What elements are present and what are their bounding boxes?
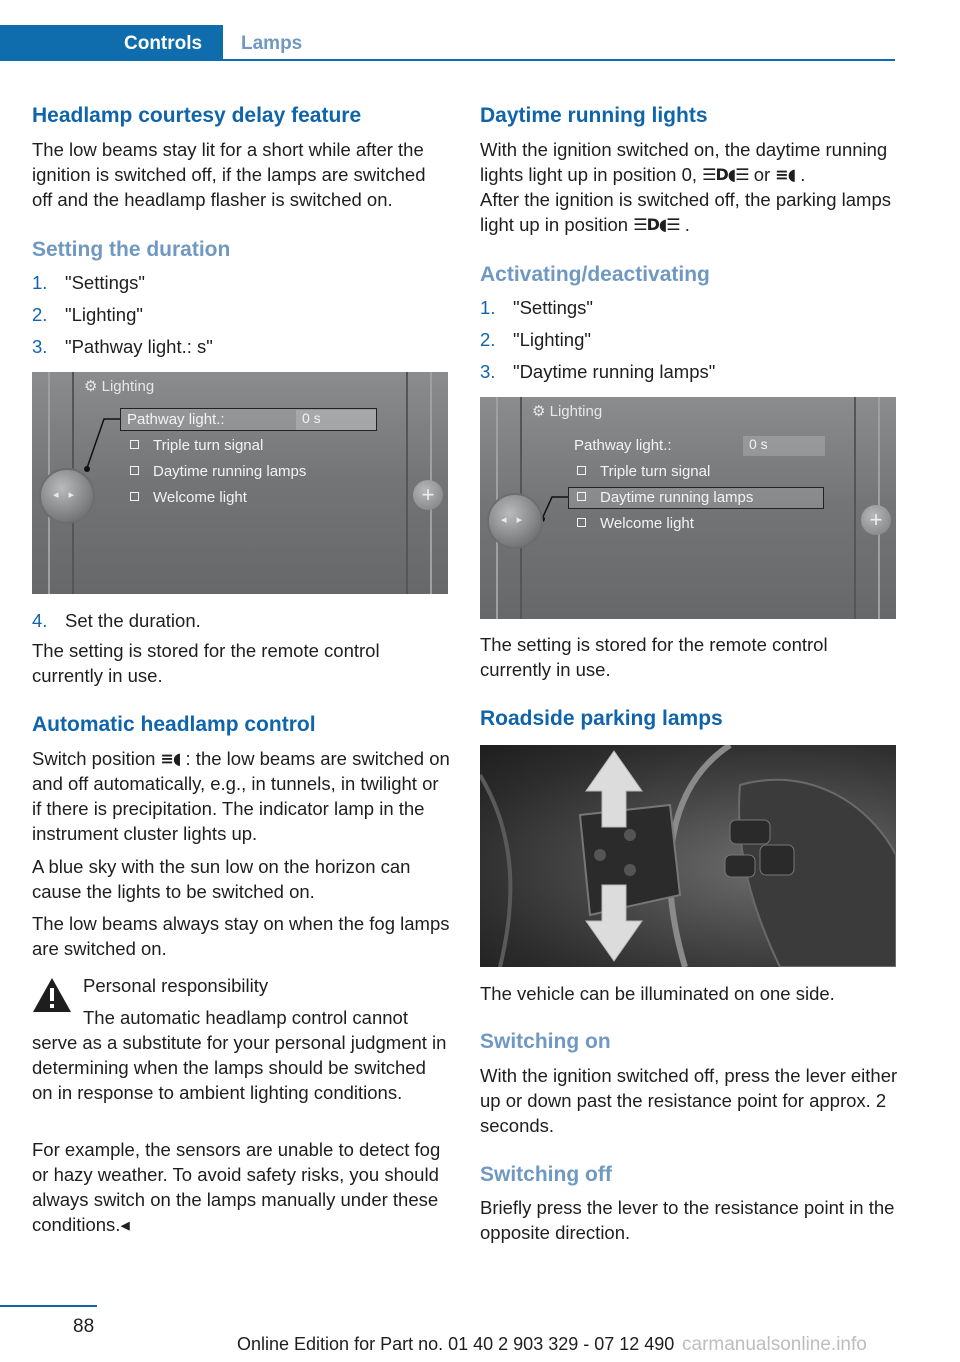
step-number: 3. xyxy=(480,361,496,382)
activate-note: The setting is stored for the remote control currently in use. xyxy=(480,634,828,680)
step-text: "Lighting" xyxy=(65,304,143,325)
option-label: Triple turn signal xyxy=(153,437,264,454)
screen-title-text: Lighting xyxy=(101,378,155,395)
drl-heading: Daytime running lights xyxy=(480,104,708,127)
gear-icon: ⚙ xyxy=(532,403,546,420)
step-number: 2. xyxy=(32,304,48,325)
idrive-screen-pathway xyxy=(32,372,448,594)
step-number: 4. xyxy=(32,610,48,631)
step-number: 1. xyxy=(32,272,48,293)
steering-wheel-illustration xyxy=(480,745,896,967)
controller-knob-icon: ◂▸ xyxy=(39,468,95,524)
parking-lamps-icon: ☰D◖☰ xyxy=(702,165,749,184)
header-rule xyxy=(223,59,895,61)
section-label: Controls xyxy=(124,33,203,54)
option-label: Daytime running lamps xyxy=(600,489,754,506)
auto-p2: A blue sky with the sun low on the horizon can cause the lights to be switched on. xyxy=(32,856,411,902)
warning-triangle-icon xyxy=(32,976,72,1014)
step-text: "Settings" xyxy=(513,297,593,318)
warning-first-line: The automatic headlamp control cannot xyxy=(83,1007,408,1028)
activate-heading: Activating/deactivating xyxy=(480,263,710,286)
auto-heading: Automatic headlamp control xyxy=(32,713,316,736)
switch-on-body: With the ignition switched off, press the lever either up or down past the resistance point for approx. 2 seconds. xyxy=(480,1065,898,1136)
warning-block xyxy=(32,975,450,1028)
warning-body: serve as a substitute for your personal judgment in determining when the lamps should be switched on in response to ambient lighting conditions. xyxy=(32,1032,447,1103)
pathway-value: 0 s xyxy=(296,410,376,430)
watermark: carmanualsonline.info xyxy=(682,1334,867,1355)
drl-p1-end: . xyxy=(800,164,806,185)
idrive-screen-daytime xyxy=(480,397,896,619)
plus-icon: + xyxy=(413,480,443,510)
step-number: 2. xyxy=(480,329,496,350)
plus-icon: + xyxy=(861,505,891,535)
pathway-value: 0 s xyxy=(743,436,825,456)
page-number: 88 xyxy=(73,1316,95,1337)
drl-p2 xyxy=(480,187,898,237)
edition-text: Online Edition for Part no. 01 40 2 903 329 - 07 12 490 xyxy=(237,1334,675,1354)
gear-icon: ⚙ xyxy=(84,378,98,395)
courtesy-body: The low beams stay lit for a short while after the ignition is switched off, if the lamps are switched off and the headlamp flasher is switched on. xyxy=(32,139,426,210)
step-text: Set the duration. xyxy=(65,610,201,631)
switch-off-heading: Switching off xyxy=(480,1163,612,1186)
pathway-label: Pathway light.: xyxy=(574,437,672,454)
step-text: "Pathway light.: s" xyxy=(65,336,213,357)
parking-heading: Roadside parking lamps xyxy=(480,707,723,730)
switch-off-body: Briefly press the lever to the resistance point in the opposite direction. xyxy=(480,1197,895,1243)
option-label: Daytime running lamps xyxy=(153,463,307,480)
page-header xyxy=(0,25,895,61)
duration-heading: Setting the duration xyxy=(32,238,231,261)
option-label: Triple turn signal xyxy=(600,463,711,480)
auto-p3: The low beams always stay on when the fog lamps are switched on. xyxy=(32,913,450,959)
auto-headlamp-icon: ≡◖ xyxy=(160,749,181,768)
auto-p4: For example, the sensors are unable to detect fog or hazy weather. To avoid safety risks, you should always switch on the lamps manually under these conditions.◂ xyxy=(32,1139,441,1235)
drl-p1-or: or xyxy=(753,164,771,185)
duration-note: The setting is stored for the remote control currently in use. xyxy=(32,640,380,686)
step-text: "Daytime running lamps" xyxy=(513,361,716,382)
step-number: 1. xyxy=(480,297,496,318)
parking-lamps-icon: ☰D◖☰ xyxy=(633,215,680,234)
section-tab xyxy=(0,25,223,61)
footer-rule xyxy=(0,1305,97,1307)
switch-on-heading: Switching on xyxy=(480,1030,611,1053)
warning-title: Personal responsibility xyxy=(83,975,269,996)
drl-p2-text: After the ignition is switched off, the parking lamps light up in position xyxy=(480,189,891,235)
pointer-line xyxy=(480,397,896,619)
step-text: "Lighting" xyxy=(513,329,591,350)
drl-p1 xyxy=(480,137,898,187)
option-label: Welcome light xyxy=(600,515,694,532)
controller-knob-icon: ◂▸ xyxy=(487,493,543,549)
option-label: Welcome light xyxy=(153,489,247,506)
auto-p1-suffix: : the low beams are switched on and off automatically, e.g., in tunnels, in twilight or if there is precipitation. The indicator lamp in the instrument cluster lights up. xyxy=(32,748,450,844)
drl-p1-text: With the ignition switched on, the daytime running lights light up in position 0, xyxy=(480,139,888,185)
drl-p2-end: . xyxy=(684,214,690,235)
up-down-arrow-icon xyxy=(584,749,644,963)
auto-p1 xyxy=(32,746,450,846)
auto-headlamp-icon: ≡◖ xyxy=(775,165,796,184)
subsection-label: Lamps xyxy=(241,33,303,54)
pathway-label: Pathway light.: xyxy=(127,411,225,428)
parking-p1: The vehicle can be illuminated on one side. xyxy=(480,983,835,1004)
step-text: "Settings" xyxy=(65,272,145,293)
auto-p1-prefix: Switch position xyxy=(32,748,156,769)
step-number: 3. xyxy=(32,336,48,357)
courtesy-heading: Headlamp courtesy delay feature xyxy=(32,104,362,127)
screen-title-text: Lighting xyxy=(549,403,603,420)
steering-lever-photo xyxy=(480,745,896,967)
pointer-line xyxy=(32,372,448,594)
